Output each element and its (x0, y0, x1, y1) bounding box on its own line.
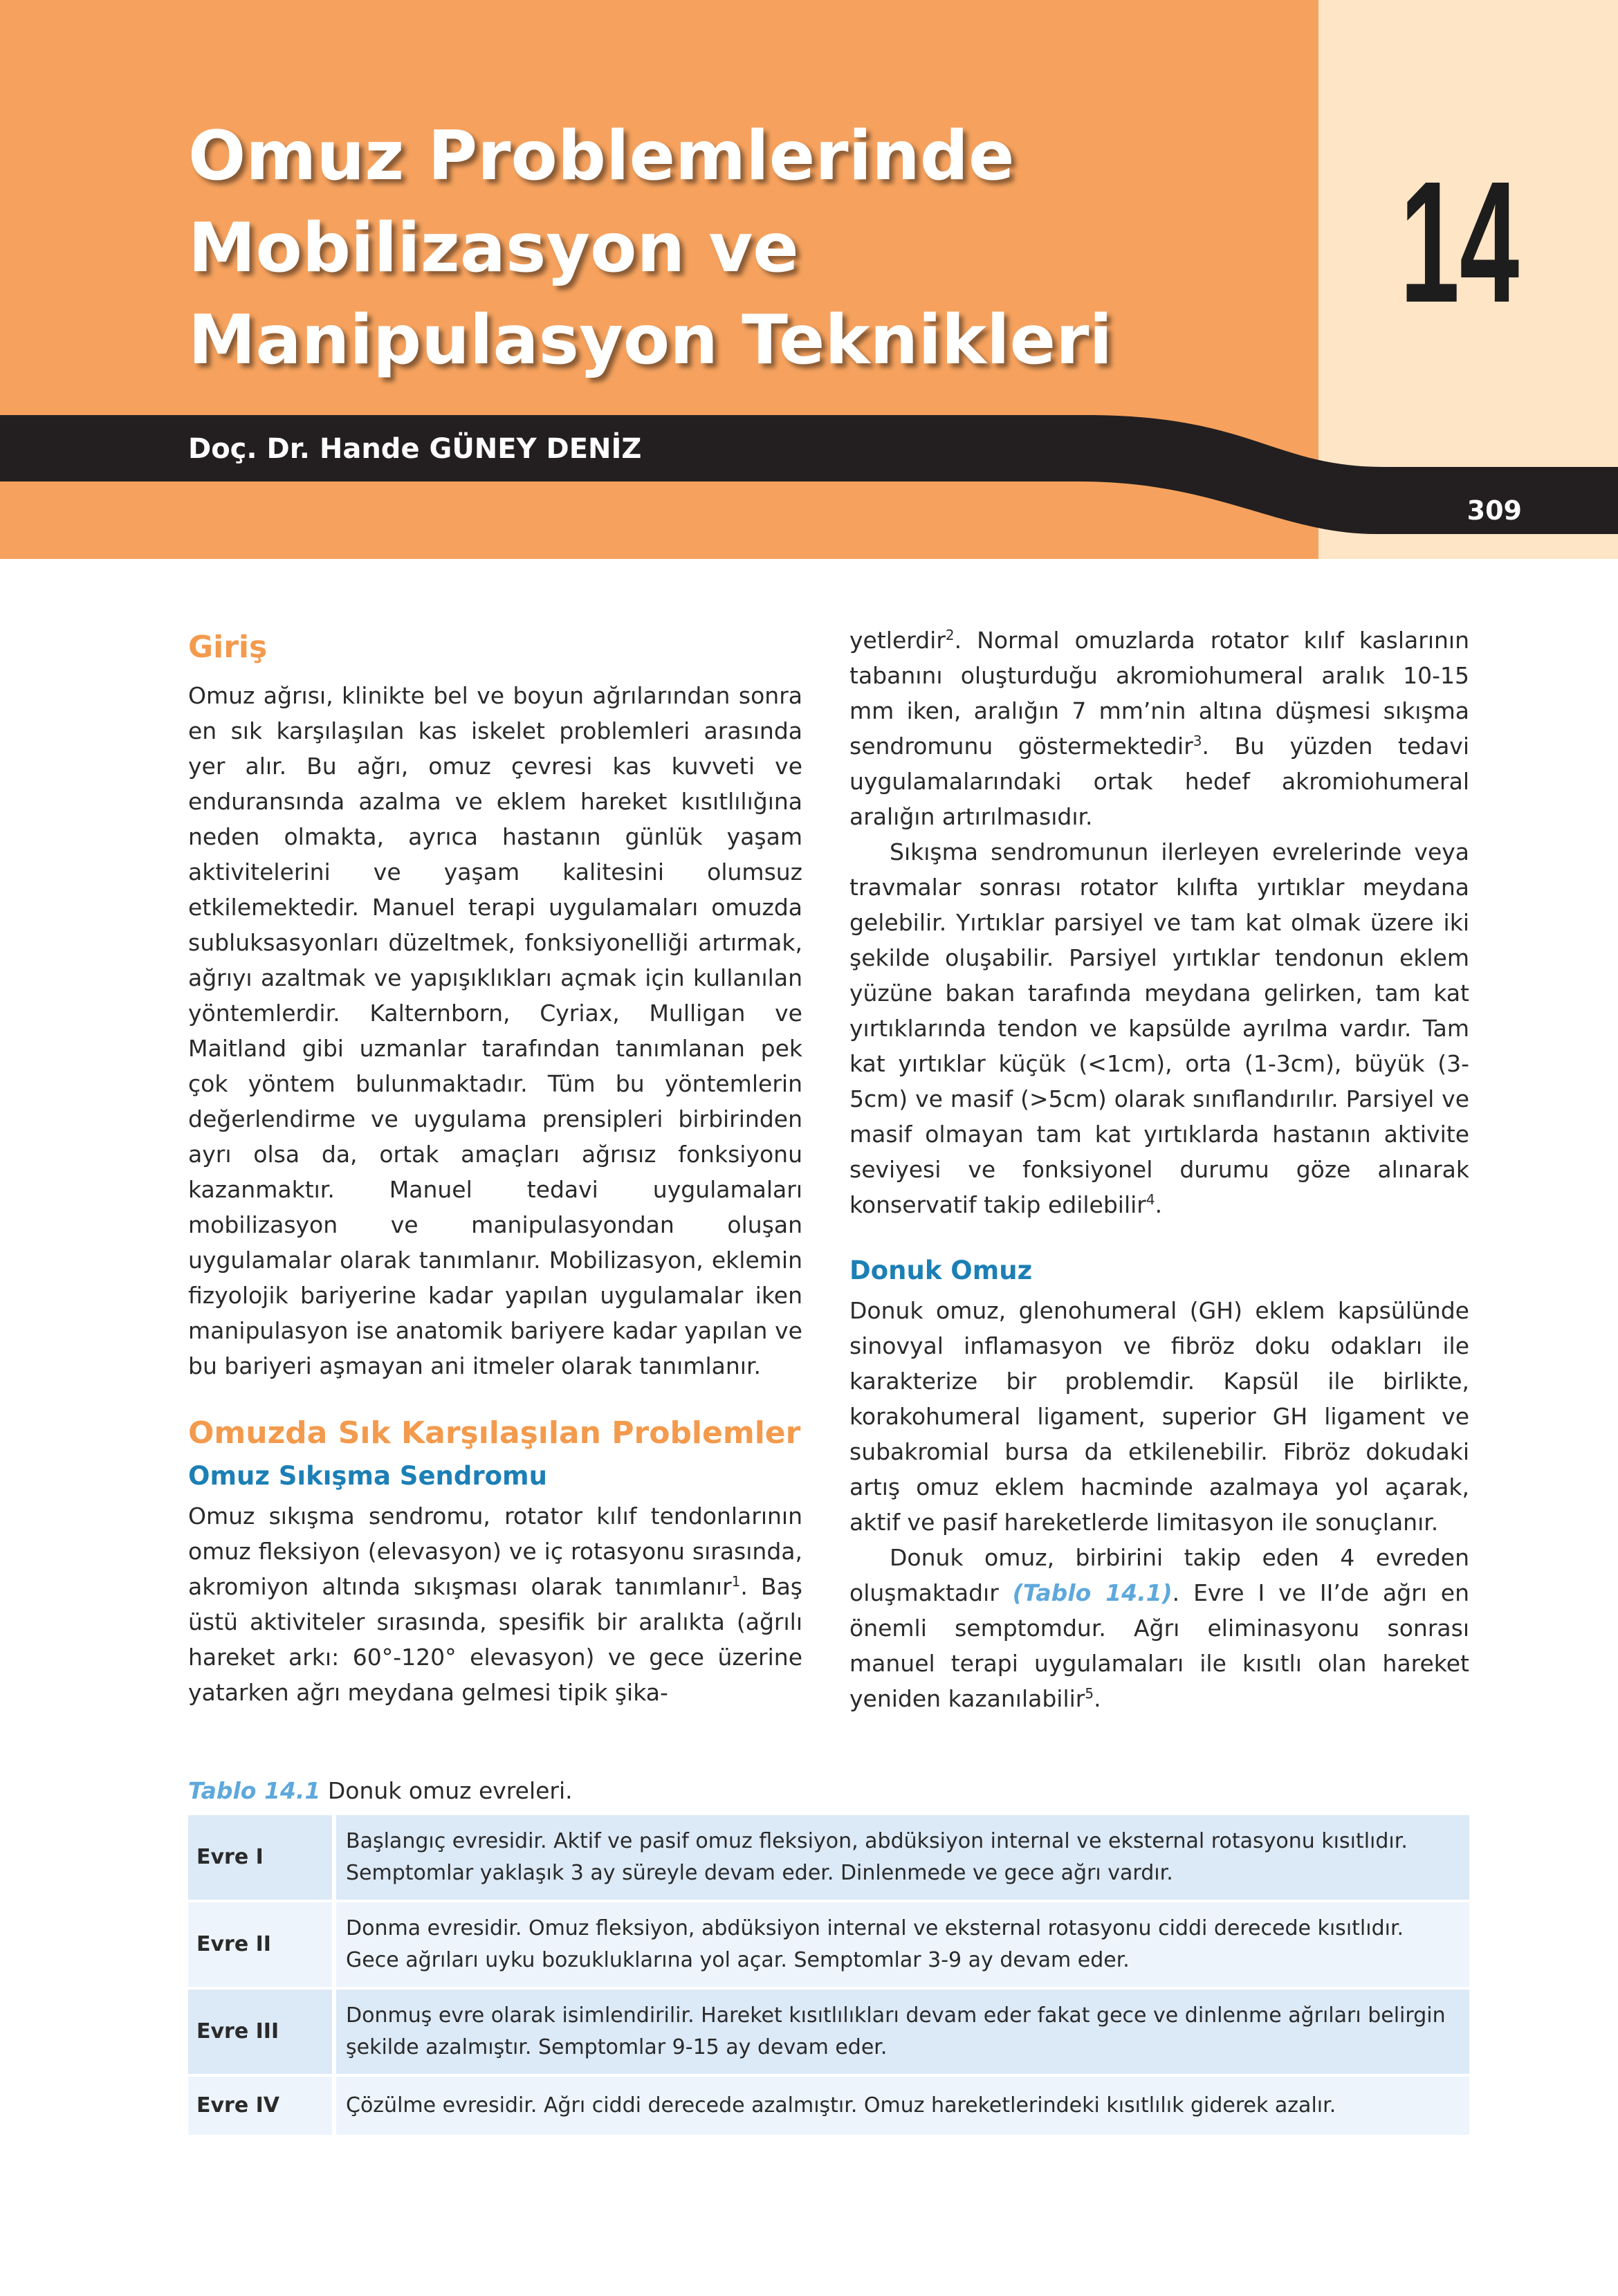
tear-text-end: . (1155, 1191, 1163, 1218)
reference-2: 2 (945, 627, 955, 643)
continued-text-b: . Normal omuzlarda rotator kılıf kaslarının tabanını oluşturduğu akromiohumeral aralık 10-15 mm iken, aralığın 7 mm’nin altına düşmesi sıkışma sendromunu göstermektedir (849, 627, 1469, 760)
reference-1: 1 (731, 1573, 741, 1590)
table-row (188, 1815, 1469, 1900)
table-row (188, 1902, 1469, 1987)
table-reference-link[interactable]: (Tablo 14.1) (1012, 1579, 1173, 1606)
frozen-paragraph-1: Donuk omuz, glenohumeral (GH) eklem kapsülünde sinovyal inflamasyon ve fibröz doku odakları ile karakterize bir problemdir. Kapsül ile birlikte, korakohumeral ligament, superior GH ligament ve subakromial bursa da etkilenebilir. Fibröz dokudaki artış omuz eklem hacminde azalmaya yol açarak, aktif ve pasif hareketlerde limitasyon ile sonuçlanır. (849, 1297, 1469, 1536)
impingement-text: Omuz sıkışma sendromu, rotator kılıf tendonlarının omuz fleksiyon (elevasyon) ve iç rotasyonu sırasında, akromiyon altında sıkışması olarak tanımlanır (188, 1503, 802, 1600)
stage-description: Donma evresidir. Omuz fleksiyon, abdüksiyon internal ve eksternal rotasyonu ciddi derecede kısıtlıdır. Gece ağrıları uyku bozukluklarına yol açar. Semptomlar 3-9 ay devam eder. (332, 1902, 1469, 1987)
stage-name: Evre II (188, 1902, 332, 1987)
stage-name: Evre IV (188, 2077, 332, 2135)
chapter-number: 14 (1399, 145, 1520, 338)
frozen-shoulder-stages-table (188, 1812, 1469, 2138)
table-caption-label: Tablo 14.1 (188, 1777, 321, 1804)
left-column (188, 623, 802, 1710)
stage-description: Donmuş evre olarak isimlendirilir. Hareket kısıtlılıkları devam eder fakat gece ve dinlenme ağrıları belirgin şekilde azalmıştır. Semptomlar 9-15 ay devam eder. (332, 1990, 1469, 2074)
heading-frozen-shoulder: Donuk Omuz (849, 1256, 1033, 1285)
heading-common-problems: Omuzda Sık Karşılaşılan Problemler (188, 1415, 801, 1451)
tear-text: Sıkışma sendromunun ilerleyen evrelerinde veya travmalar sonrası rotator kılıfta yırtıklar meydana gelebilir. Yırtıklar parsiyel ve tam kat olmak üzere iki şekilde oluşabilir. Parsiyel yırtıklar tendonun eklem yüzüne bakan tarafında meydana gelirken, tam kat yırtıklarında tendon ve kapsülde ayrılma vardır. Tam kat yırtıklar küçük (<1cm), orta (1-3cm), büyük (3-5cm) ve masif (>5cm) olarak sınıflandırılır. Parsiyel ve masif olmayan tam kat yırtıklarda hastanın aktivite seviyesi ve fonksiyonel durumu göze alınarak konservatif takip edilebilir (849, 838, 1469, 1218)
reference-3: 3 (1193, 733, 1202, 749)
table-caption (188, 1775, 573, 1807)
impingement-paragraph (188, 1498, 802, 1710)
reference-4: 4 (1146, 1191, 1155, 1208)
heading-impingement: Omuz Sıkışma Sendromu (188, 1461, 547, 1491)
continued-paragraph (849, 623, 1469, 834)
chapter-title: Omuz Problemlerinde Mobilizasyon ve Manipulasyon Teknikleri (188, 117, 1113, 380)
table-row (188, 2077, 1469, 2135)
continued-text-a: yetlerdir (849, 627, 946, 654)
heading-intro: Giriş (188, 630, 268, 665)
frozen-text-end: . (1094, 1685, 1101, 1712)
stage-description: Başlangıç evresidir. Aktif ve pasif omuz fleksiyon, abdüksiyon internal ve eksternal rotasyonu kısıtlıdır. Semptomlar yaklaşık 3 ay süreyle devam eder. Dinlenmede ve gece ağrı vardır. (332, 1815, 1469, 1900)
frozen-text-b: . Evre I ve II’de ağrı en önemli semptomdur. Ağrı eliminasyonu sonrası manuel terapi uygulamaları ile kısıtlı olan hareket yeniden kazanılabilir (849, 1579, 1470, 1712)
continued-text-c: . Bu yüzden tedavi uygulamalarındaki ortak hedef akromiohumeral aralığın artırılmasıdır. (849, 733, 1469, 830)
tear-paragraph (849, 834, 1469, 1222)
right-column (849, 623, 1469, 1716)
reference-5: 5 (1085, 1685, 1094, 1702)
frozen-paragraph-2 (849, 1540, 1469, 1716)
stage-description: Çözülme evresidir. Ağrı ciddi derecede azalmıştır. Omuz hareketlerindeki kısıtlılık giderek azalır. (332, 2077, 1469, 2135)
table-caption-text: Donuk omuz evreleri. (320, 1777, 573, 1804)
intro-paragraph: Omuz ağrısı, klinikte bel ve boyun ağrılarından sonra en sık karşılaşılan kas iskelet problemleri arasında yer alır. Bu ağrı, omuz çevresi kas kuvveti ve enduransında azalma ve eklem hareket kısıtlılığına neden olmakta, ayrıca hastanın günlük yaşam aktivitelerini ve yaşam kalitesini olumsuz etkilemektedir. Manuel terapi uygulamaları omuzda subluksasyonları düzeltmek, fonksiyonelliği artırmak, ağrıyı azaltmak ve yapışıklıkları açmak için kullanılan yöntemlerdir. Kalternborn, Cyriax, Mulligan ve Maitland gibi uzmanlar tarafından tanımlanan pek çok yöntem bulunmaktadır. Tüm bu yöntemlerin değerlendirme ve uygulama prensipleri birbirinden ayrı olsa da, ortak amaçları ağrısız fonksiyonu kazanmaktır. Manuel tedavi uygulamaları mobilizasyon ve manipulasyondan oluşan uygulamalar olarak tanımlanır. Mobilizasyon, eklemin fizyolojik bariyerine kadar yapılan uygulamalar iken manipulasyon ise anatomik bariyere kadar yapılan ve bu bariyeri aşmayan ani itmeler olarak tanımlanır. (188, 682, 802, 1379)
stage-name: Evre III (188, 1990, 332, 2074)
table-row (188, 1990, 1469, 2074)
page-number: 309 (1467, 495, 1522, 526)
author-name: Doç. Dr. Hande GÜNEY DENİZ (188, 433, 642, 465)
frozen-text-a: Donuk omuz, birbirini takip eden 4 evreden oluşmaktadır (849, 1544, 1469, 1606)
stage-name: Evre I (188, 1815, 332, 1900)
impingement-text-cont: . Baş üstü aktiviteler sırasında, spesifik bir aralıkta (ağrılı hareket arkı: 60°-120° elevasyon) ve gece üzerine yatarken ağrı meydana gelmesi tipik şika- (188, 1573, 802, 1706)
